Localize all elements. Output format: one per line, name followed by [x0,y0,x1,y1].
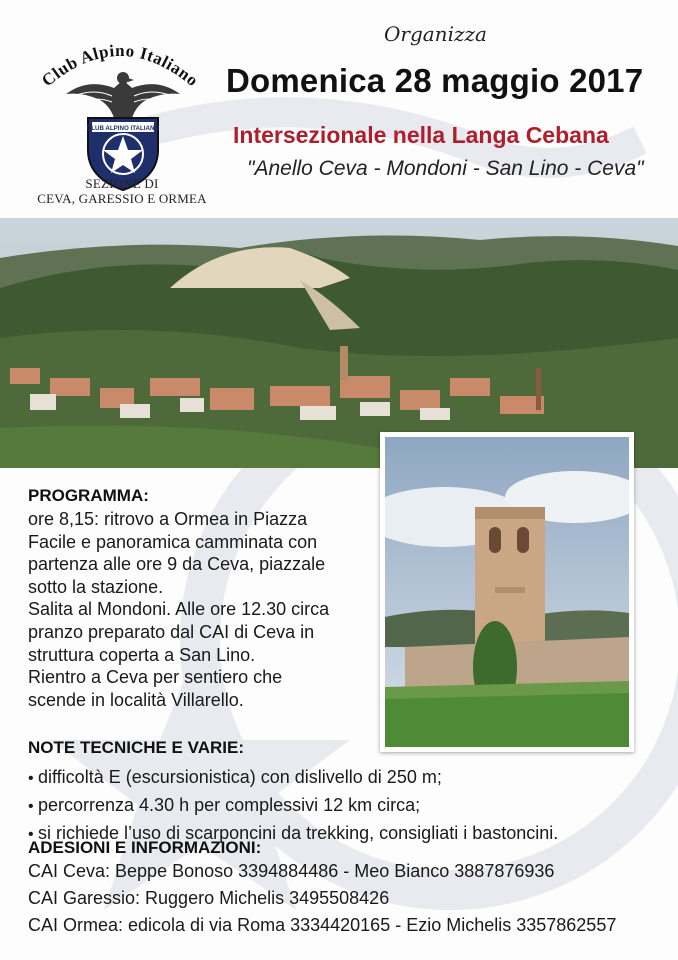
note-heading: NOTE TECNICHE E VARIE: [28,738,244,757]
programma-line: struttura coperta a San Lino. [28,644,256,665]
programma-line: Facile e panoramica camminata con [28,531,318,552]
section-line-1: SEZIONE DI [85,176,159,191]
eagle-icon [66,72,180,118]
note-item: • si richiede l’uso di scarponcini da trekking, consigliati i bastoncini. [28,823,559,843]
note-item: • percorrenza 4.30 h per complessivi 12 km circa; [28,795,421,815]
event-date: Domenica 28 maggio 2017 [226,62,644,99]
adesioni-heading: ADESIONI E INFORMAZIONI: [28,838,262,857]
programma-line: partenza alle ore 9 da Ceva, piazzale [28,554,326,575]
programma-line: Rientro a Ceva per sentiero che [28,667,283,688]
section-label [32,176,212,206]
route-name: "Anello Ceva - Mondoni - San Lino - Ceva" [247,157,644,180]
header [0,0,678,218]
organizza-label: Organizza [384,22,487,46]
note-section [28,738,668,848]
programma-heading: PROGRAMMA: [28,486,149,505]
event-subtitle: Intersezionale nella Langa Cebana [233,122,609,148]
landscape-photo [0,218,678,468]
programma-line: scende in località Villarello. [28,689,244,710]
adesioni-section [28,838,668,939]
programma-line: sotto la stazione. [28,576,164,597]
note-item: • difficoltà E (escursionistica) con dislivello di 250 m; [28,767,442,787]
programma-line: Salita al Mondoni. Alle ore 12.30 circa [28,599,330,620]
programma-line: pranzo preparato dal CAI di Ceva in [28,621,315,642]
note-list [28,764,668,848]
svg-text:CLUB ALPINO ITALIANO: CLUB ALPINO ITALIANO [86,125,160,132]
tower-photo [380,432,634,752]
contact-line: CAI Ormea: edicola di via Roma 3334420165 - Ezio Michelis 3357862557 [28,915,617,935]
contact-line: CAI Garessio: Ruggero Michelis 3495508426 [28,888,390,908]
programma-section [28,486,388,711]
club-name: Club Alpino Italiano [37,40,203,91]
section-line-2: CEVA, GARESSIO E ORMEA [37,191,207,206]
contact-line: CAI Ceva: Beppe Bonoso 3394884486 - Meo Bianco 3887876936 [28,861,555,881]
programma-line: ore 8,15: ritrovo a Ormea in Piazza [28,509,308,529]
